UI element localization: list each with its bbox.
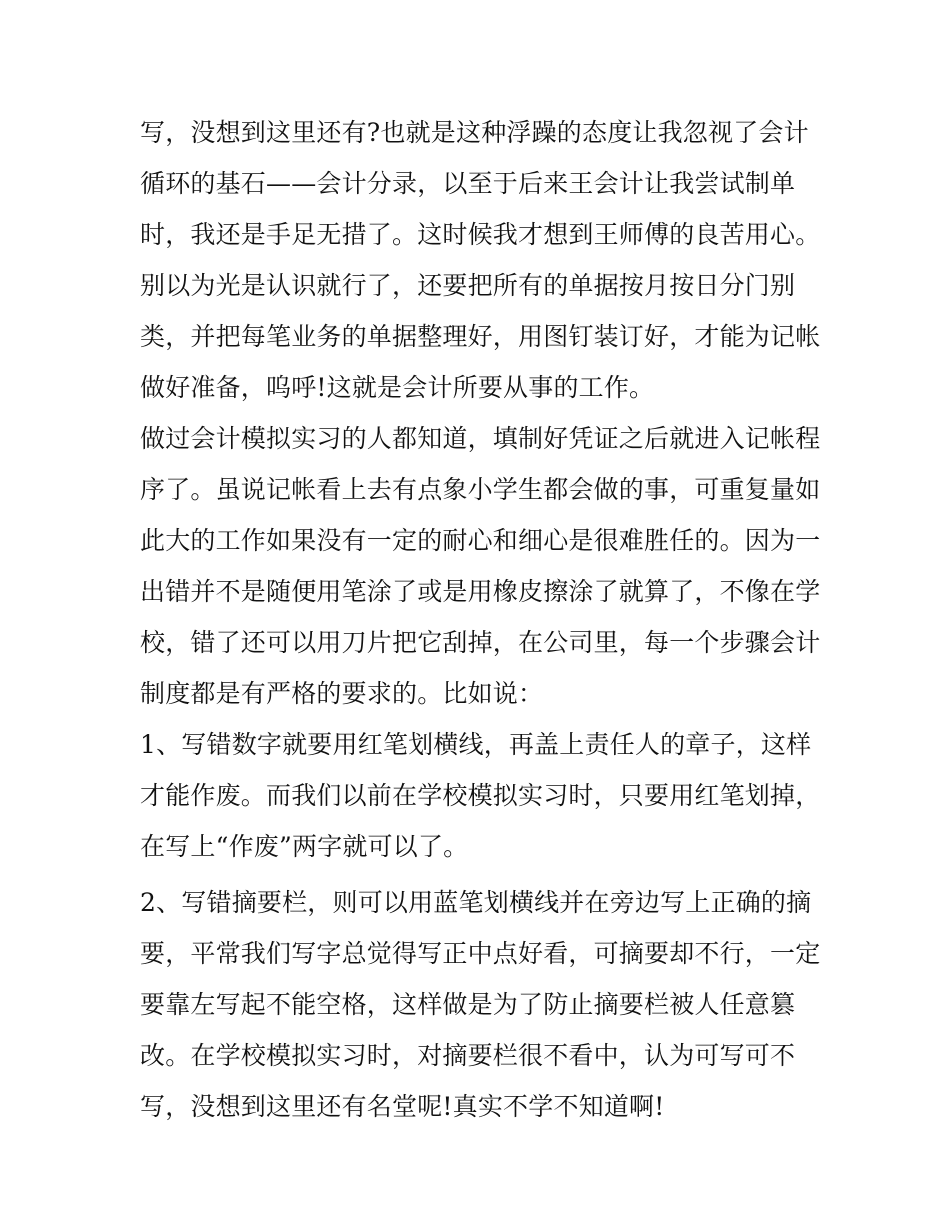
text-line: 出错并不是随便用笔涂了或是用橡皮擦涂了就算了，不像在学: [140, 577, 821, 606]
text-line: 才能作废。而我们以前在学校模拟实习时，只要用红笔划掉，: [140, 781, 821, 810]
text-line: 写，没想到这里还有?也就是这种浮躁的态度让我忽视了会计: [140, 118, 809, 147]
text-line: 校，错了还可以用刀片把它刮掉，在公司里，每一个步骤会计: [140, 628, 821, 657]
text-line: 时，我还是手足无措了。这时候我才想到王师傅的良苦用心。: [140, 220, 821, 249]
text-line: 在写上“作废”两字就可以了。: [140, 832, 469, 861]
list-item-2: 2、写错摘要栏，则可以用蓝笔划横线并在旁边写上正确的摘: [140, 888, 812, 917]
text-line: 循环的基石——会计分录，以至于后来王会计让我尝试制单: [140, 169, 796, 198]
text-line: 要靠左写起不能空格，这样做是为了防止摘要栏被人任意篡: [140, 990, 796, 1019]
body-text: [140, 107, 820, 1132]
text-line: 序了。虽说记帐看上去有点象小学生都会做的事，可重复量如: [140, 475, 821, 504]
text-line: 改。在学校模拟实习时，对摘要栏很不看中，认为可写可不: [140, 1041, 796, 1070]
list-item-1: 1、写错数字就要用红笔划横线，再盖上责任人的章子，这样: [140, 730, 812, 759]
text-line: 类，并把每笔业务的单据整理好，用图钉装订好，才能为记帐: [140, 322, 821, 351]
text-line: 此大的工作如果没有一定的耐心和细心是很难胜任的。因为一: [140, 526, 821, 555]
text-line: 制度都是有严格的要求的。比如说：: [140, 679, 544, 708]
text-line: 做过会计模拟实习的人都知道，填制好凭证之后就进入记帐程: [140, 424, 821, 453]
text-line: 做好准备，呜呼!这就是会计所要从事的工作。: [140, 373, 655, 402]
text-line: 写，没想到这里还有名堂呢!真实不学不知道啊!: [140, 1092, 665, 1121]
text-line: 要，平常我们写字总觉得写正中点好看，可摘要却不行，一定: [140, 939, 821, 968]
text-line: 别以为光是认识就行了，还要把所有的单据按月按日分门别: [140, 271, 796, 300]
